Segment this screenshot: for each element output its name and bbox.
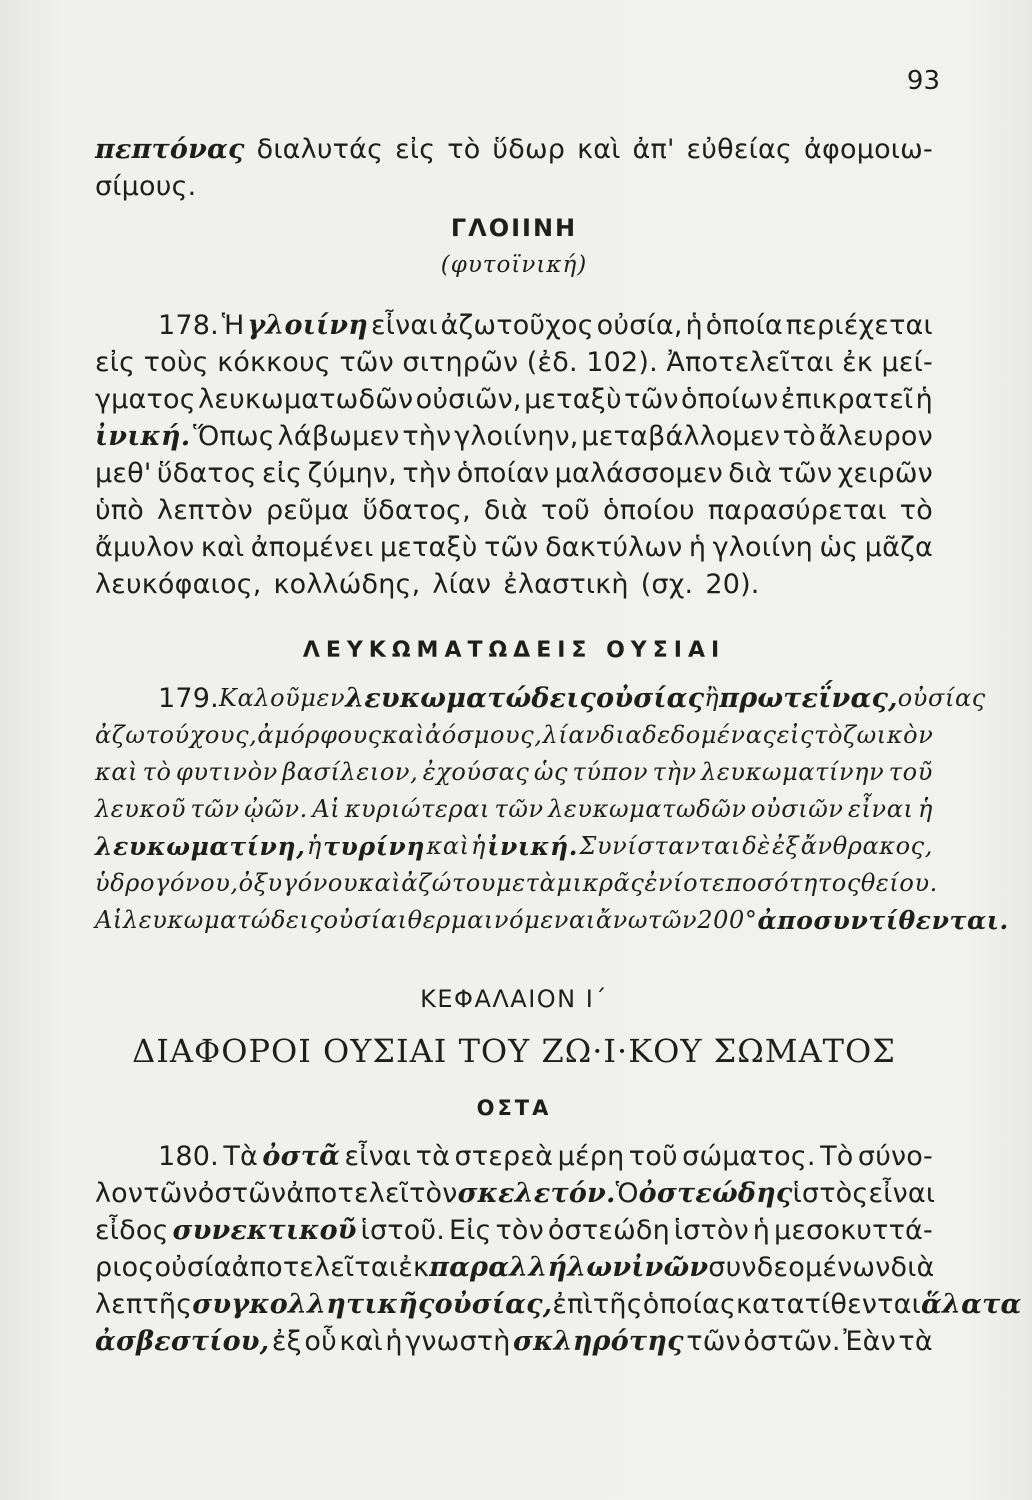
word: εἰς bbox=[395, 134, 436, 165]
word: λίαν bbox=[542, 721, 601, 749]
word: ζωικὸν bbox=[843, 721, 934, 749]
paragraph-number: 179. bbox=[158, 683, 219, 714]
text-line bbox=[95, 344, 933, 381]
word: τοῦ bbox=[541, 495, 590, 526]
word: ἐλαστικὴ bbox=[503, 569, 629, 600]
word: λον bbox=[95, 1178, 144, 1209]
word: ὑδρογόνου, bbox=[95, 869, 239, 897]
word: εἶναι bbox=[344, 1141, 412, 1172]
word: ὡς bbox=[819, 532, 859, 563]
word: ἐπὶ bbox=[552, 1289, 593, 1320]
word: εἶναι bbox=[370, 310, 438, 341]
word: ριος bbox=[95, 1252, 155, 1283]
word: λευκοῦ bbox=[95, 795, 187, 823]
word: ποσότητος bbox=[725, 869, 861, 897]
word: μαλάσσομεν bbox=[554, 458, 723, 489]
word: ἐπικρατεῖ bbox=[780, 384, 914, 415]
word: σύνο- bbox=[857, 1141, 933, 1172]
word: θερμαινόμεναι bbox=[407, 906, 596, 934]
word: ἡ bbox=[752, 1215, 771, 1246]
word: τῶν bbox=[624, 384, 679, 415]
word: τῶν bbox=[494, 795, 544, 823]
word: ἐκ bbox=[398, 1252, 430, 1283]
word: ἐχούσας bbox=[422, 758, 530, 786]
section-heading-leukomatodeis: ΛΕΥΚΩΜΑΤΩΔΕΙΣ ΟΥΣΙΑΙ bbox=[302, 638, 726, 663]
word: ζύμην, bbox=[307, 458, 397, 489]
word: (ἐδ. bbox=[526, 347, 578, 378]
word: τὴν bbox=[402, 421, 452, 452]
word: κόκκους bbox=[217, 347, 331, 378]
word: θείου. bbox=[860, 869, 938, 897]
text-line bbox=[95, 1286, 1022, 1323]
word: οὐσίαι bbox=[323, 906, 408, 934]
word: μέρη bbox=[557, 1141, 625, 1172]
word: ἀποτελεῖ bbox=[286, 1178, 410, 1209]
word: Ὁ bbox=[615, 1178, 639, 1209]
word: τοῦ bbox=[628, 1141, 678, 1172]
text-line bbox=[95, 492, 933, 529]
word: μεταξὺ bbox=[524, 384, 622, 415]
word: εἶναι bbox=[868, 1178, 936, 1209]
word: μᾶζα bbox=[864, 532, 933, 563]
word: ὁποία bbox=[705, 310, 783, 341]
word: εἶδος bbox=[95, 1215, 169, 1246]
word: τὴν bbox=[652, 758, 697, 786]
term-leukomatini: λευκωματίνη, bbox=[95, 832, 306, 861]
text-line bbox=[95, 455, 933, 492]
word: λευκωματωδῶν bbox=[198, 384, 414, 415]
word: τὸ bbox=[447, 134, 481, 165]
paragraph-178 bbox=[95, 307, 933, 603]
term-leukomatodeis: λευκωματώδεις bbox=[345, 683, 597, 714]
word: τὸν bbox=[409, 1178, 458, 1209]
word: ᾠῶν. bbox=[244, 795, 308, 823]
term-tyrini: τυρίνη bbox=[323, 832, 426, 861]
text-line bbox=[95, 131, 933, 168]
word: διὰ bbox=[728, 458, 773, 489]
word: ἡ bbox=[915, 384, 933, 415]
word: Ἐὰν bbox=[843, 1326, 896, 1357]
word: ὁποίαν bbox=[456, 458, 550, 489]
word: 102). bbox=[586, 347, 658, 378]
word: μεταβάλλομεν bbox=[581, 421, 780, 452]
word: ἐξ bbox=[271, 1326, 302, 1357]
term-inon: ἰνῶν bbox=[631, 1252, 709, 1283]
word: ἀπομένει bbox=[250, 532, 374, 563]
word: συνδεομένων bbox=[708, 1252, 891, 1283]
word: μεταξὺ bbox=[379, 532, 478, 563]
word: ὀστῶν bbox=[197, 1178, 287, 1209]
word: τῶν bbox=[339, 347, 394, 378]
word: ἀζώτου bbox=[401, 869, 496, 897]
word: ἡ bbox=[470, 832, 486, 860]
word: οὐσιῶν, bbox=[415, 384, 522, 415]
word: τῶν bbox=[686, 1326, 741, 1357]
intro-paragraph bbox=[95, 131, 933, 205]
text-line bbox=[95, 902, 1009, 939]
word: ὀστεώδη bbox=[547, 1215, 670, 1246]
word: ἱστὸς bbox=[792, 1178, 869, 1209]
word: ἄλευρον bbox=[818, 421, 933, 452]
term-peptones: πεπτόνας bbox=[95, 134, 245, 165]
word: διαλυτάς bbox=[256, 134, 384, 165]
word: Ἀποτελεῖται bbox=[666, 347, 834, 378]
word: σώματος. bbox=[682, 1141, 816, 1172]
term-sklirotis: σκληρότης bbox=[513, 1326, 684, 1357]
word: ὡς bbox=[533, 758, 569, 786]
text-line bbox=[95, 754, 933, 791]
word: γλοιίνην, bbox=[454, 421, 579, 452]
word: ἀζωτούχους, bbox=[95, 721, 258, 749]
word: ἄνθρακος, bbox=[800, 832, 933, 860]
word: οὐσία, bbox=[596, 310, 683, 341]
text-line bbox=[95, 1249, 933, 1286]
word: Τὸ bbox=[820, 1141, 854, 1172]
word: ἀμόρφους bbox=[257, 721, 382, 749]
text-line bbox=[95, 680, 986, 717]
text-line bbox=[95, 717, 933, 754]
word: ἐκ bbox=[842, 347, 873, 378]
term-gloini: γλοιίνη bbox=[247, 310, 369, 341]
word: μικρᾶς bbox=[556, 869, 645, 897]
word: 200° bbox=[697, 906, 758, 934]
word: ἢ bbox=[704, 684, 720, 712]
term-asvestiou: ἀσβεστίου, bbox=[95, 1326, 270, 1357]
word: ἡ bbox=[917, 795, 933, 823]
word: τύπον bbox=[572, 758, 649, 786]
word: γλοιίνη bbox=[712, 532, 813, 563]
text-line bbox=[95, 381, 933, 418]
word: ὕδωρ bbox=[492, 134, 566, 165]
word: Καλοῦμεν bbox=[218, 684, 346, 712]
word: Συνίστανται bbox=[579, 832, 741, 860]
word: τὸ bbox=[782, 421, 816, 452]
text-line bbox=[95, 566, 933, 603]
word: διαδεδομένας bbox=[600, 721, 777, 749]
word: (σχ. bbox=[640, 569, 694, 600]
word: λίαν bbox=[432, 569, 492, 600]
text-line bbox=[95, 791, 933, 828]
word: καὶ bbox=[381, 721, 425, 749]
word: καὶ bbox=[339, 1326, 383, 1357]
word: ἡ bbox=[685, 310, 703, 341]
word: ἱστοῦ. bbox=[360, 1215, 446, 1246]
term-iniki: ἰνική. bbox=[487, 832, 579, 861]
word: εἶναι bbox=[848, 795, 914, 823]
word: λευκωματώδεις bbox=[122, 906, 324, 934]
word: τὸ bbox=[142, 758, 172, 786]
chapter-label: ΚΕΦΑΛΑΙΟΝ Ι΄ bbox=[420, 985, 608, 1013]
word: 20). bbox=[705, 569, 760, 600]
word: μεί- bbox=[881, 347, 933, 378]
word: ἀπ' bbox=[632, 134, 675, 165]
word: λευκωματίνην bbox=[701, 758, 885, 786]
word: ἡ bbox=[306, 832, 322, 860]
word: γνωστὴ bbox=[405, 1326, 511, 1357]
word: τῶν bbox=[648, 906, 698, 934]
word: κολλώδης, bbox=[273, 569, 421, 600]
paragraph-179 bbox=[95, 680, 1009, 939]
word: εἰς bbox=[261, 458, 303, 489]
word: ἐνίοτε bbox=[644, 869, 726, 897]
word: λεπτὸν bbox=[157, 495, 253, 526]
word: τὰ bbox=[898, 1326, 933, 1357]
word: οὐσίας bbox=[897, 684, 986, 712]
term-synektikou: συνεκτικοῦ bbox=[172, 1215, 357, 1246]
word: μεθ' bbox=[95, 458, 152, 489]
paragraph-number: 180. bbox=[158, 1141, 219, 1172]
text-line bbox=[95, 1323, 933, 1360]
word: λάβωμεν bbox=[277, 421, 400, 452]
term-osteodis: ὀστεώδης bbox=[638, 1178, 793, 1209]
word: ὁποίας bbox=[642, 1289, 737, 1320]
text-line bbox=[95, 865, 938, 902]
word: Ὅπως bbox=[193, 421, 275, 452]
word: ἐξ bbox=[772, 832, 800, 860]
word: ὀξυγόνου bbox=[238, 869, 359, 897]
word: δακτύλων bbox=[545, 532, 683, 563]
word: τοὺς bbox=[143, 347, 209, 378]
word: ὑπὸ bbox=[95, 495, 144, 526]
term-parallilon: παραλλήλων bbox=[429, 1252, 632, 1283]
word: οὐσία bbox=[154, 1252, 232, 1283]
text-line bbox=[95, 1138, 933, 1175]
word: εἰς bbox=[95, 347, 136, 378]
word: ὕδατος, bbox=[362, 495, 471, 526]
word: χειρῶν bbox=[837, 458, 933, 489]
word: ρεῦμα bbox=[265, 495, 350, 526]
page-number: 93 bbox=[906, 66, 940, 96]
section-subheading-gloini: (φυτοϊνική) bbox=[440, 252, 588, 278]
word: φυτινὸν bbox=[175, 758, 278, 786]
word: στερεὰ bbox=[454, 1141, 554, 1172]
word: λεπτῆς bbox=[95, 1289, 193, 1320]
word: ἀόσμους, bbox=[424, 721, 543, 749]
word: τῶν bbox=[777, 458, 833, 489]
word: καὶ bbox=[426, 832, 470, 860]
text-line bbox=[95, 168, 933, 205]
term-synkollitikis: συγκολλητικῆς bbox=[192, 1289, 435, 1320]
word: λευκωματωδῶν bbox=[548, 795, 747, 823]
word: τοῦ bbox=[888, 758, 933, 786]
word: ἱστὸν bbox=[673, 1215, 749, 1246]
word: ὀστῶν. bbox=[743, 1326, 841, 1357]
term-iniki: ἰνική. bbox=[95, 421, 191, 452]
word: γματος bbox=[95, 384, 196, 415]
word: τῆς bbox=[592, 1289, 643, 1320]
text-line bbox=[95, 1212, 933, 1249]
word: Τὰ bbox=[223, 1141, 259, 1172]
word: τὰ bbox=[415, 1141, 451, 1172]
word: ἄμυλον bbox=[95, 532, 195, 563]
word: κυριώτεραι bbox=[344, 795, 491, 823]
section-heading-gloini: ΓΛΟΙΙΝΗ bbox=[450, 214, 578, 242]
word: καὶ bbox=[200, 532, 245, 563]
text-line bbox=[95, 307, 933, 344]
term-osta: ὀστᾶ bbox=[262, 1141, 341, 1172]
word: διὰ bbox=[890, 1252, 935, 1283]
word: δὲ bbox=[742, 832, 771, 860]
word: ἡ bbox=[385, 1326, 403, 1357]
paragraph-180 bbox=[95, 1138, 1022, 1360]
word: βασίλειον, bbox=[282, 758, 419, 786]
word: καὶ bbox=[358, 869, 402, 897]
word: Αἱ bbox=[95, 906, 123, 934]
word: τῶν bbox=[190, 795, 240, 823]
word: οὐσιῶν bbox=[751, 795, 844, 823]
term-alata: ἅλατα bbox=[920, 1289, 1022, 1320]
word: οὗ bbox=[304, 1326, 337, 1357]
word: διὰ bbox=[483, 495, 528, 526]
text-line bbox=[95, 1175, 936, 1212]
word: Ἡ bbox=[221, 310, 245, 341]
word: σιτηρῶν bbox=[402, 347, 519, 378]
text-line bbox=[95, 529, 933, 566]
word: τὴν bbox=[402, 458, 452, 489]
paragraph-number: 178. bbox=[158, 310, 219, 341]
word: τῶν bbox=[143, 1178, 198, 1209]
word: κατατίθενται bbox=[736, 1289, 921, 1320]
word: ἄνω bbox=[595, 906, 648, 934]
word: τὸ bbox=[814, 721, 844, 749]
term-ousias: οὐσίας bbox=[596, 683, 705, 714]
term-proteinas: πρωτεΐνας, bbox=[719, 683, 898, 714]
word: ὁποίων bbox=[681, 384, 779, 415]
word: εὐθείας bbox=[686, 134, 793, 165]
word: ὁποίου bbox=[603, 495, 695, 526]
chapter-title: ΔΙΑΦΟΡΟΙ ΟΥΣΙΑΙ ΤΟΥ ΖΩ·Ι·ΚΟΥ ΣΩΜΑΤΟΣ bbox=[132, 1032, 896, 1070]
word: μετὰ bbox=[496, 869, 557, 897]
word: εἰς bbox=[776, 721, 815, 749]
term-skeleton: σκελετόν. bbox=[457, 1178, 616, 1209]
text-line bbox=[95, 828, 933, 865]
section-heading-osta: ΟΣΤΑ bbox=[476, 1096, 552, 1120]
word: τὸν bbox=[495, 1215, 544, 1246]
word: τὸ bbox=[899, 495, 933, 526]
word: παρασύρεται bbox=[707, 495, 887, 526]
term-ousias: οὐσίας, bbox=[434, 1289, 553, 1320]
word: ἀφομοιω- bbox=[803, 134, 933, 165]
word: σίμους. bbox=[95, 171, 197, 202]
word: ἀποτελεῖται bbox=[231, 1252, 399, 1283]
word: καὶ bbox=[577, 134, 621, 165]
text-line bbox=[95, 418, 933, 455]
word: ὕδατος bbox=[156, 458, 257, 489]
word: καὶ bbox=[95, 758, 139, 786]
word: λευκόφαιος, bbox=[95, 569, 262, 600]
term-aposyntithentai: ἀποσυντίθενται. bbox=[757, 906, 1009, 935]
word: μεσοκυττά- bbox=[773, 1215, 933, 1246]
word: τῶν bbox=[484, 532, 539, 563]
word: Αἱ bbox=[312, 795, 341, 823]
word: Εἰς bbox=[448, 1215, 492, 1246]
word: ἀζωτοῦχος bbox=[440, 310, 594, 341]
word: περιέχεται bbox=[785, 310, 933, 341]
word: ἡ bbox=[688, 532, 707, 563]
